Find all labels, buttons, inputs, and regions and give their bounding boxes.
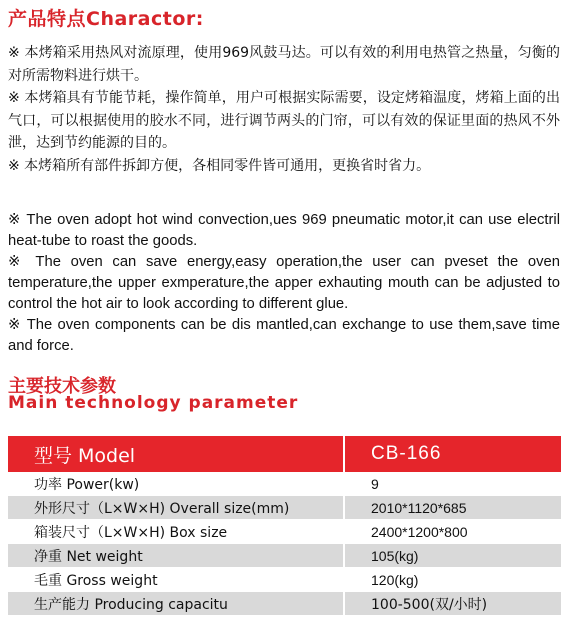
table-row <box>8 544 561 568</box>
table-row <box>8 592 561 616</box>
spec-value: 120(kg) <box>345 568 561 592</box>
spec-value: 9 <box>345 472 561 496</box>
spec-label: 外形尺寸（L×W×H) Overall size(mm) <box>8 496 345 520</box>
params-title-english: Main technology parameter <box>8 393 299 413</box>
spec-label: 净重 Net weight <box>8 544 345 568</box>
feature-cn-3: ※ 本烤箱所有部件拆卸方便，各相同零件皆可通用，更换省时省力。 <box>8 157 431 174</box>
spec-value: 2400*1200*800 <box>345 520 561 544</box>
spec-label: 毛重 Gross weight <box>8 568 345 592</box>
spec-value: 100-500(双/小时) <box>345 592 561 616</box>
table-row <box>8 568 561 592</box>
table-row <box>8 472 561 496</box>
model-value: CB-166 <box>345 436 561 472</box>
table-row <box>8 520 561 544</box>
spec-label: 功率 Power(kw) <box>8 472 345 496</box>
spec-label: 箱装尺寸（L×W×H) Box size <box>8 520 345 544</box>
spec-table <box>8 436 561 616</box>
model-label: 型号 Model <box>8 436 345 472</box>
params-title-chinese: 主要技术参数 <box>8 376 116 397</box>
feature-en-1: ※ The oven adopt hot wind convection,ues 969 pneumatic motor,it can use electril heat-tube to roast the goods. <box>8 212 560 249</box>
spec-value: 2010*1120*685 <box>345 496 561 520</box>
features-english-text <box>8 210 560 357</box>
feature-cn-2: ※ 本烤箱具有节能节耗，操作简单，用户可根据实际需要，设定烤箱温度，烤箱上面的出气口，可以根据使用的胶水不同，进行调节两头的门帘，可以有效的保证里面的热风不外泄，达到节约能源的目的。 <box>8 90 560 152</box>
feature-en-2: ※ The oven can save energy,easy operation,the user can pveset the oven temperature,the upper exmperature,the apper exhauting mouth can be adjusted to control the hot air to look according to different glue. <box>8 254 560 312</box>
spec-label: 生产能力 Producing capacitu <box>8 592 345 616</box>
spec-table-header <box>8 436 561 472</box>
spec-value: 105(kg) <box>345 544 561 568</box>
features-chinese-text <box>8 42 560 178</box>
feature-en-3: ※ The oven components can be dis mantled,can exchange to use them,save time and force. <box>8 317 560 354</box>
features-title: 产品特点Charactor: <box>8 8 204 30</box>
table-row <box>8 496 561 520</box>
feature-cn-1: ※ 本烤箱采用热风对流原理，使用969风鼓马达。可以有效的利用电热管之热量，匀衡的对所需物料进行烘干。 <box>8 45 560 84</box>
